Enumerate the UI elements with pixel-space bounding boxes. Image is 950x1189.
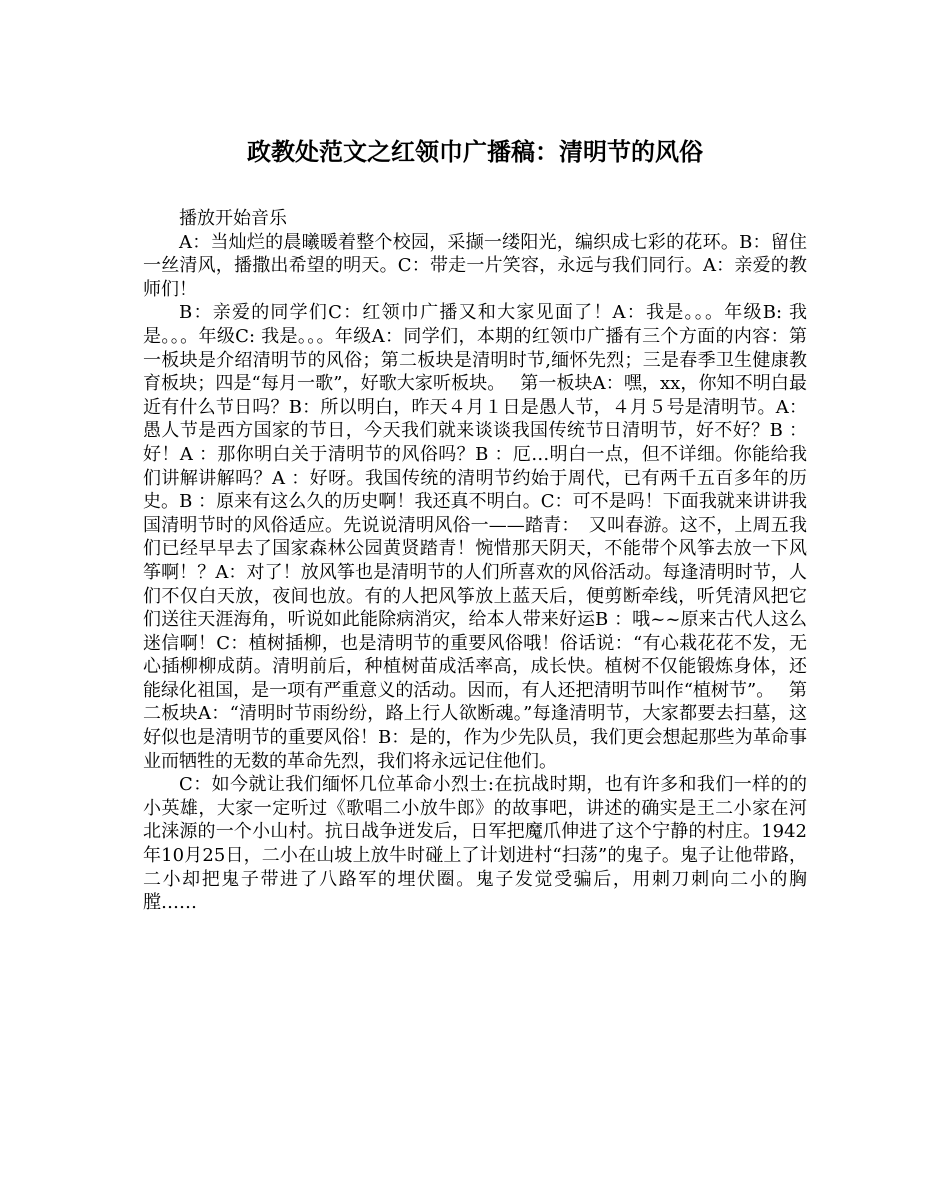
document-body — [143, 207, 807, 915]
paragraph-martyrs: C：如今就让我们缅怀几位革命小烈士:在抗战时期，也有许多和我们一样的的小英雄，大家一定听过《歌唱二小放牛郎》的故事吧，讲述的确实是王二小家在河北涞源的一个小山村。抗日战争迸发后，日军把魔爪伸进了这个宁静的村庄。1942年10月25日，二小在山坡上放牛时碰上了计划进村“扫荡”的鬼子。鬼子让他带路，二小却把鬼子带进了八路军的埋伏圈。鬼子发觉受骗后，用刺刀刺向二小的胸膛…… — [143, 774, 807, 914]
paragraph-opening: A：当灿烂的晨曦暖着整个校园，采撷一缕阳光，编织成七彩的花环。B：留住一丝清风，播撒出希望的明天。C：带走一片笑容，永远与我们同行。A：亲爱的教师们！ — [143, 231, 807, 300]
document-title: 政教处范文之红领巾广播稿：清明节的风俗 — [247, 137, 703, 166]
paragraph-main-content: B：亲爱的同学们C：红领巾广播又和大家见面了！A：我是。。。年级B: 我是。。。年级C: 我是。。。年级A：同学们，本期的红领巾广播有三个方面的内容：第一板块是介绍清明节的风俗；第二板块是清明时节,缅怀先烈；三是春季卫生健康教育板块；四是“每月一歌”，好歌大家听板块。 第一板块A：嘿，xx，你知不明白最近有什么节日吗？B：所以明白，昨天４月１日是愚人节，４月５号是清明节。A：愚人节是西方国家的节日，今天我们就来谈谈我国传统节日清明节，好不好？B ：好！A ：那你明白关于清明节的风俗吗？B ：厄…明白一点，但不详细。你能给我们讲解讲解吗？A ：好呀。我国传统的清明节约始于周代，已有两千五百多年的历史。B ：原来有这么久的历史啊！我还真不明白。C：可不是吗！下面我就来讲讲我国清明节时的风俗适应。先说说清明风俗一——踏青： 又叫春游。这不，上周五我们已经早早去了国家森林公园黄贤踏青！惋惜那天阴天，不能带个风筝去放一下风筝啊！？A：对了！放风筝也是清明节的人们所喜欢的风俗活动。每逢清明时节，人们不仅白天放，夜间也放。有的人把风筝放上蓝天后，便剪断牵线，听凭清风把它们送往天涯海角，听说如此能除病消灾，给本人带来好运B ：哦~~原来古代人这么迷信啊！C：植树插柳，也是清明节的重要风俗哦！俗话说：“有心栽花花不发，无心插柳柳成荫。清明前后，种植树苗成活率高，成长快。植树不仅能锻炼身体，还能绿化祖国，是一项有严重意义的活动。因而，有人还把清明节叫作“植树节”。 第二板块A：“清明时节雨纷纷，路上行人欲断魂。”每逢清明节，大家都要去扫墓，这好似也是清明节的重要风俗！B：是的，作为少先队员，我们更会想起那些为革命事业而牺牲的无数的革命先烈，我们将永远记住他们。 — [143, 302, 807, 772]
paragraph-music-cue: 播放开始音乐 — [179, 208, 287, 229]
